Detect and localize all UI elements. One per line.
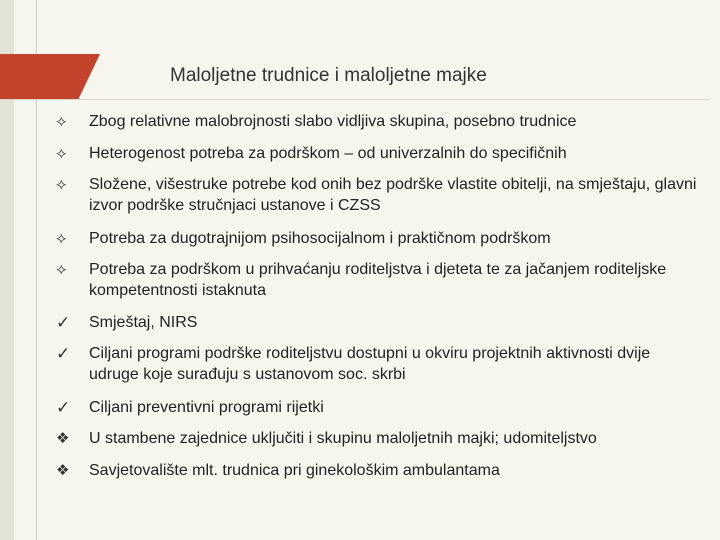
check-icon: ✓ (56, 344, 71, 363)
diamond-icon: ⟡ (56, 113, 67, 130)
diamond-icon: ⟡ (56, 176, 67, 193)
diamond-icon: ⟡ (56, 145, 67, 162)
bullet-text: Potreba za dugotrajnijom psihosocijalnom i praktičnom podrškom (89, 230, 551, 247)
four-diamond-icon: ❖ (56, 430, 70, 447)
bullet-text: U stambene zajednice uključiti i skupinu maloljetnih majki; udomiteljstvo (89, 430, 597, 447)
diamond-icon: ⟡ (56, 230, 67, 247)
bullet-text: Heterogenost potreba za podrškom – od univerzalnih do specifičnih (89, 145, 567, 162)
bullet-text: Savjetovalište mlt. trudnica pri ginekološkim ambulantama (89, 462, 500, 479)
diamond-icon: ⟡ (56, 261, 67, 278)
four-diamond-icon: ❖ (56, 462, 70, 479)
check-icon: ✓ (56, 398, 71, 417)
bullet-text: Potreba za podrškom u prihvaćanju roditeljstva i djeteta te za jačanjem roditeljske kompetentnosti istaknuta (89, 261, 667, 299)
bullet-text: Ciljani programi podrške roditeljstvu dostupni u okviru projektnih aktivnosti dvije udruge koje surađuju s ustanovom soc. skrbi (89, 345, 651, 383)
bullet-text: Zbog relativne malobrojnosti slabo vidljiva skupina, posebno trudnice (89, 113, 577, 130)
slide-title: Maloljetne trudnice i maloljetne majke (170, 65, 487, 86)
bullet-text: Smještaj, NIRS (89, 314, 198, 331)
check-icon: ✓ (56, 313, 71, 332)
bullet-text: Složene, višestruke potrebe kod onih bez podrške vlastite obitelji, na smještaju, glavni izvor podrške stručnjaci ustanove i CZSS (89, 176, 697, 214)
bullet-text: Ciljani preventivni programi rijetki (89, 399, 324, 416)
